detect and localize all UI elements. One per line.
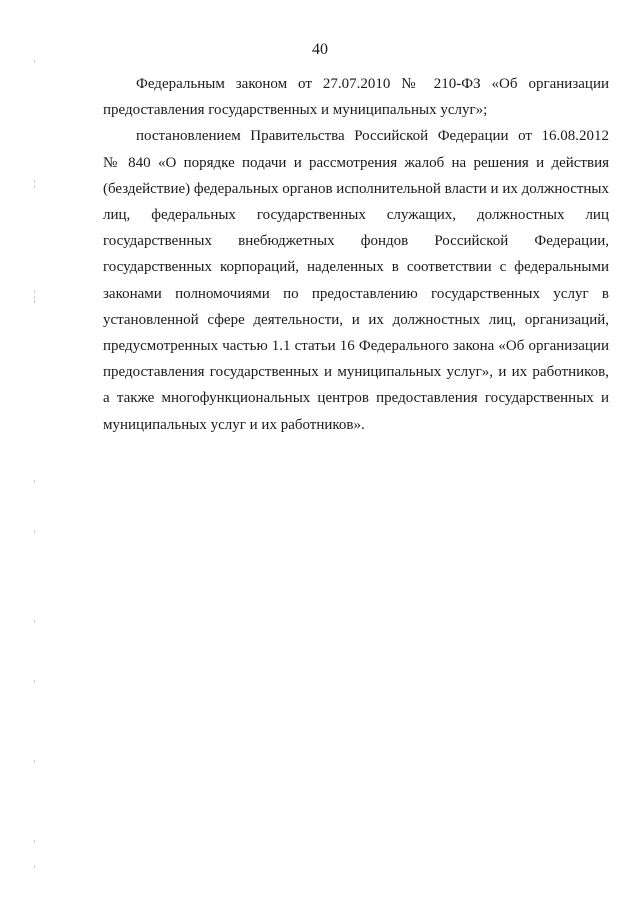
- text-line: предоставления государственных и муниципальных услуг», и их работников,: [103, 364, 609, 381]
- scan-artifacts: [34, 60, 38, 880]
- text-line: № 840 «О порядке подачи и рассмотрения жалоб на решения и действия: [103, 154, 609, 171]
- paragraph-government-resolution: [103, 123, 609, 437]
- text-line: муниципальных услуг и их работников».: [103, 416, 365, 433]
- text-line: постановлением Правительства Российской Федерации от 16.08.2012: [136, 128, 609, 145]
- text-line: (бездействие) федеральных органов исполнительной власти и их должностных: [103, 180, 609, 197]
- text-line: лиц, федеральных государственных служащих, должностных лиц: [103, 207, 609, 224]
- text-line: законами полномочиями по предоставлению государственных услуг в: [103, 285, 609, 302]
- text-line: а также многофункциональных центров предоставления государственных и: [103, 390, 609, 407]
- paragraph-federal-law: [103, 71, 609, 123]
- text-line: государственных внебюджетных фондов Российской Федерации,: [103, 233, 609, 250]
- page-number: 40: [312, 41, 328, 58]
- text-line: государственных корпораций, наделенных в соответствии с федеральными: [103, 259, 609, 276]
- text-line: установленной сфере деятельности, и их должностных лиц, организаций,: [103, 311, 609, 328]
- text-line: предусмотренных частью 1.1 статьи 16 Федерального закона «Об организации: [103, 338, 609, 355]
- document-body: [103, 71, 609, 438]
- text-line: предоставления государственных и муниципальных услуг»;: [103, 102, 488, 119]
- text-line: Федеральным законом от 27.07.2010 № 210-ФЗ «Об организации: [136, 76, 609, 92]
